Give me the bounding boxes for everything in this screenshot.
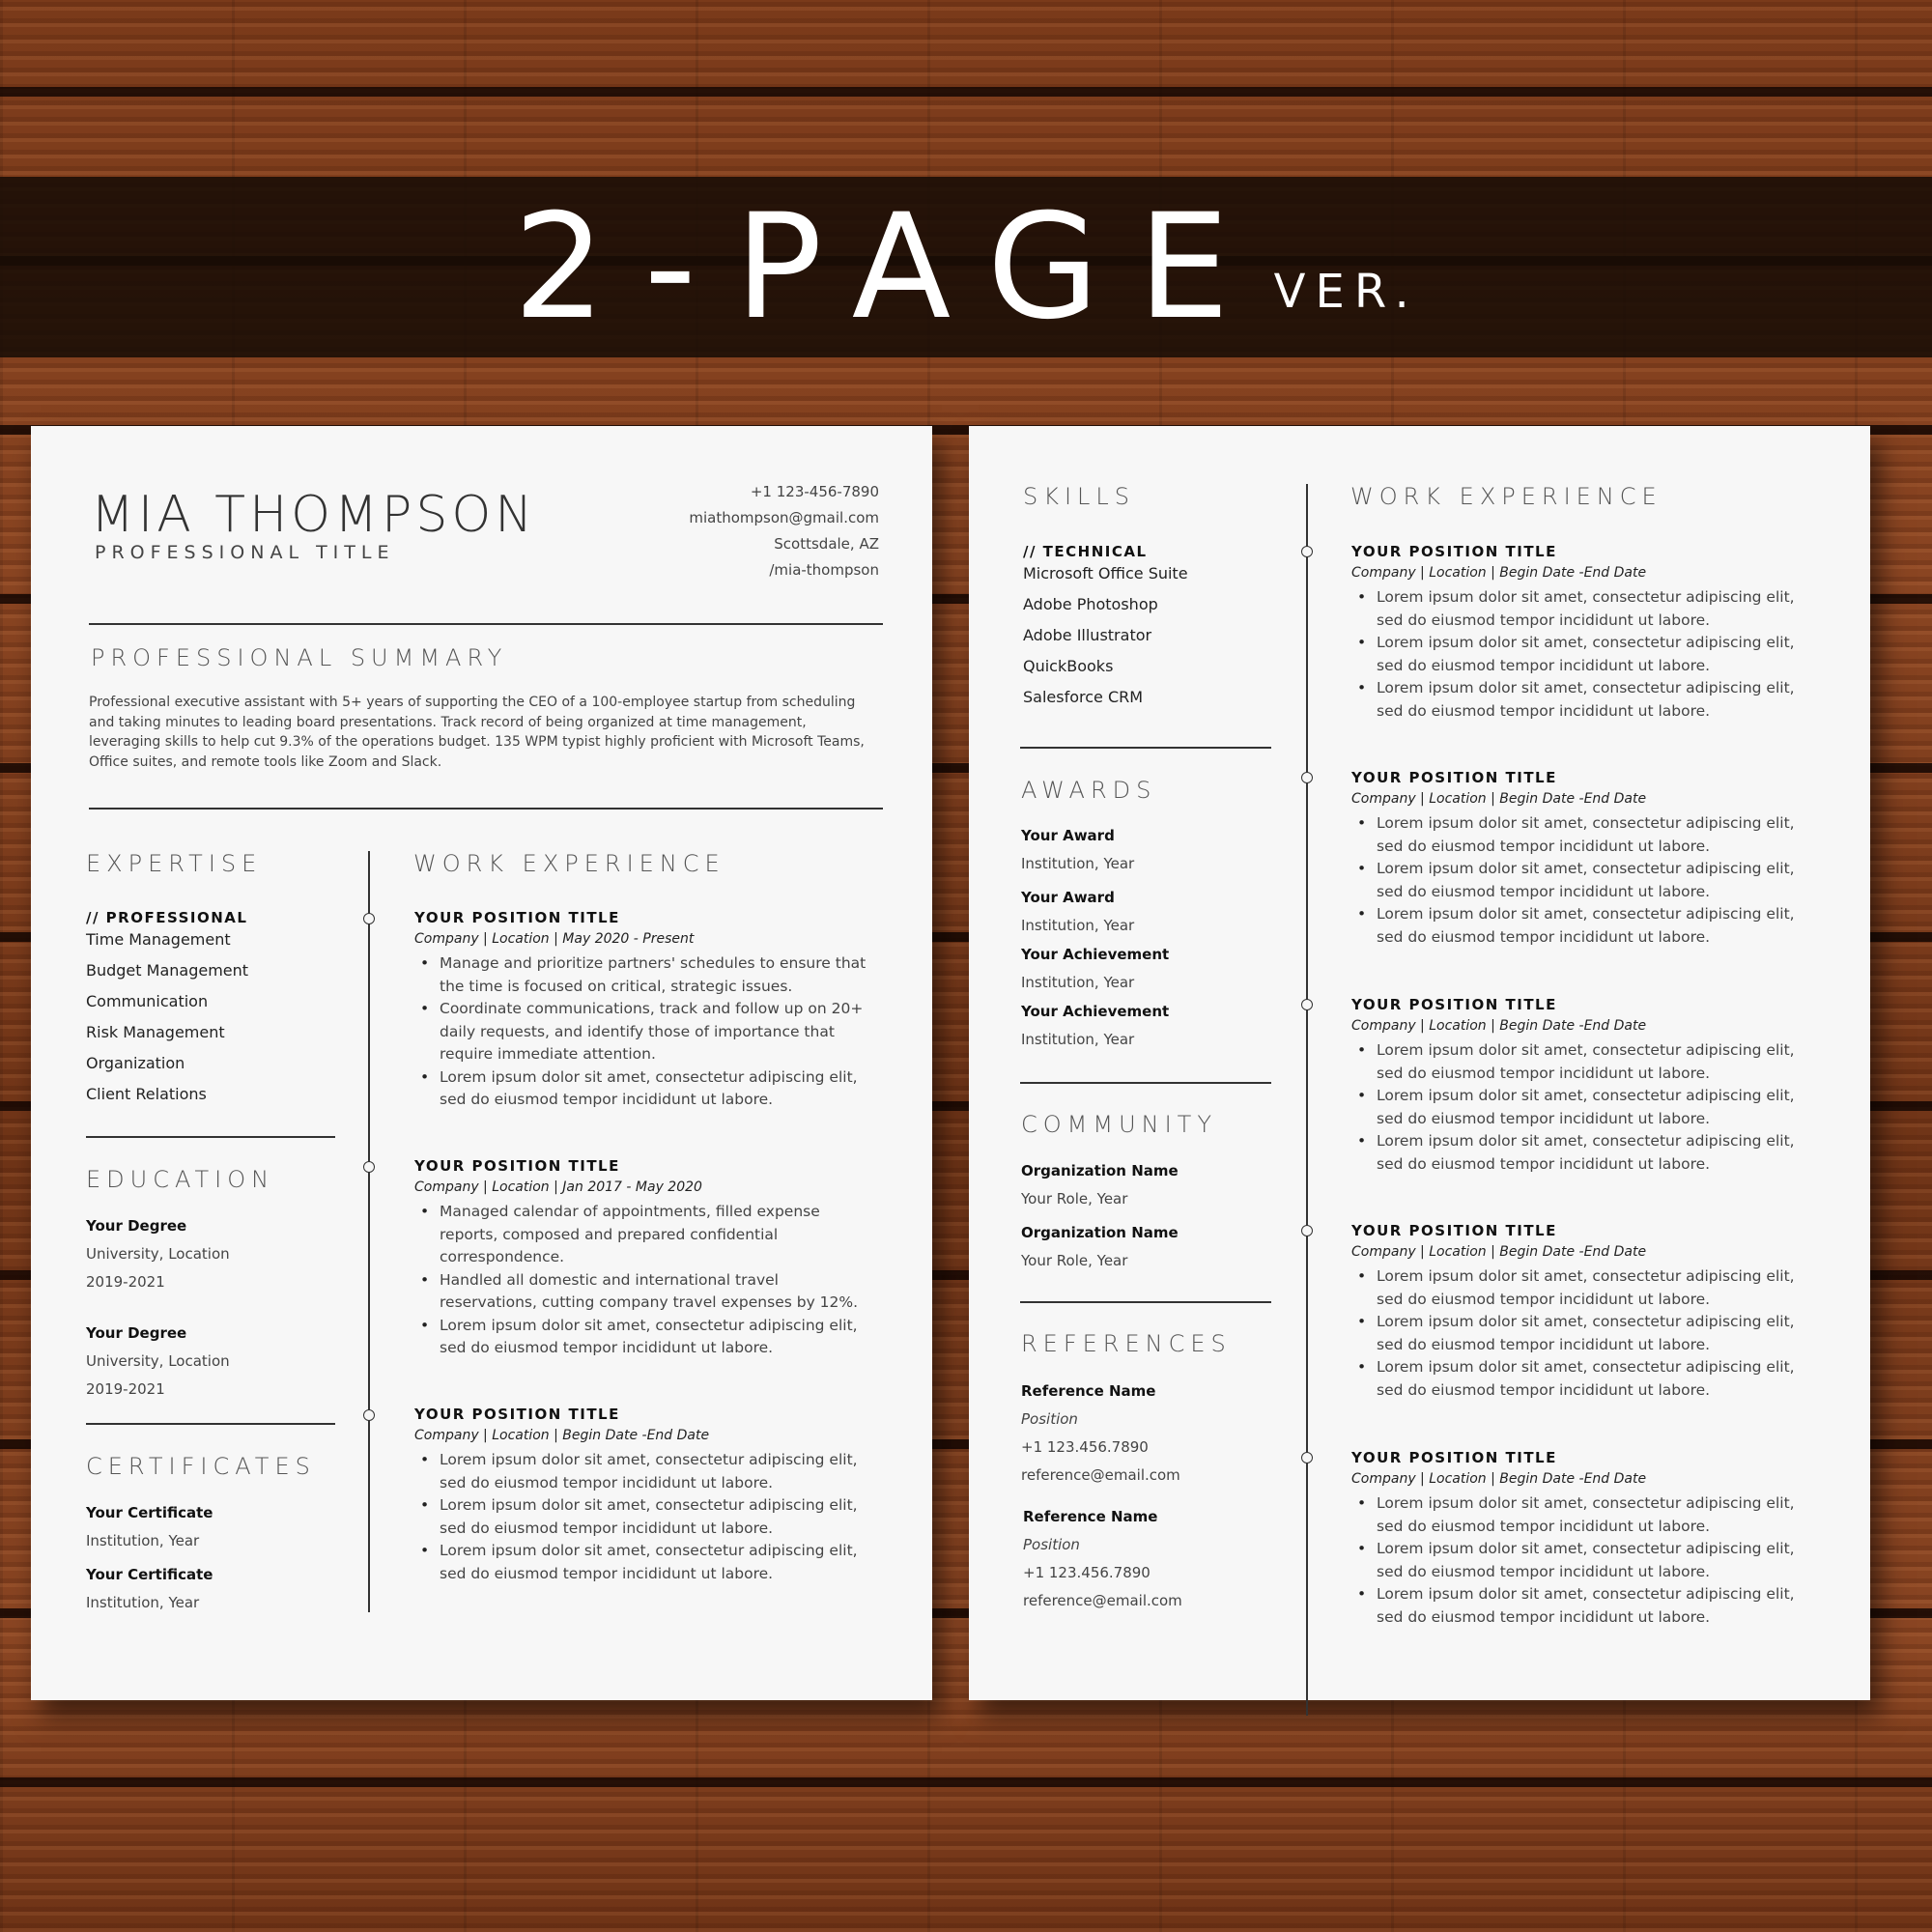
organization-name: Organization Name [1021, 1224, 1179, 1241]
bullet-line: Lorem ipsum dolor sit amet, consectetur adipiscing elit, [1377, 1041, 1795, 1059]
bullet-line: Lorem ipsum dolor sit amet, consectetur adipiscing elit, [440, 1316, 858, 1334]
contact-email: miathompson@gmail.com [689, 509, 879, 526]
timeline-dot [1301, 1225, 1313, 1236]
list-item: Microsoft Office Suite [1023, 564, 1188, 582]
bullet-line: Lorem ipsum dolor sit amet, consectetur adipiscing elit, [1377, 679, 1795, 696]
job-meta: Company | Location | May 2020 - Present [414, 931, 695, 947]
summary-line: and taking minutes to leading board presentations. Track record of being organized at time management, [89, 714, 807, 730]
title-banner [0, 177, 1932, 357]
job-bullets [1351, 812, 1854, 949]
divider [89, 808, 883, 810]
job-entry [1351, 996, 1854, 1176]
job-title: YOUR POSITION TITLE [1351, 996, 1557, 1013]
bullet [1351, 858, 1854, 903]
reference-name: Reference Name [1021, 1382, 1156, 1400]
bullet-line: sed do eiusmod tempor incididunt ut labore. [440, 1564, 774, 1582]
bullet-line: sed do eiusmod tempor incididunt ut labore. [1377, 1109, 1711, 1127]
list-item: Time Management [86, 930, 231, 949]
reference-position: Position [1023, 1536, 1080, 1553]
job-title: YOUR POSITION TITLE [414, 1406, 620, 1423]
bullet [414, 1449, 917, 1494]
bullet-line: sed do eiusmod tempor incididunt ut labore. [1377, 1064, 1711, 1082]
job-entry [1351, 769, 1854, 949]
timeline-dot [363, 1409, 375, 1421]
bullet [414, 1540, 917, 1585]
bullet-line: Lorem ipsum dolor sit amet, consectetur adipiscing elit, [1377, 1358, 1795, 1376]
bullet-line: sed do eiusmod tempor incididunt ut labore. [440, 1519, 774, 1537]
bullet-line: Lorem ipsum dolor sit amet, consectetur adipiscing elit, [1377, 634, 1795, 651]
reference-email: reference@email.com [1023, 1592, 1182, 1609]
bullet-line: sed do eiusmod tempor incididunt ut labore. [1377, 837, 1711, 855]
divider [86, 1423, 335, 1425]
summary-line: Office suites, and remote tools like Zoom and Slack. [89, 753, 442, 770]
bullet-line: Lorem ipsum dolor sit amet, consectetur adipiscing elit, [440, 1496, 858, 1514]
summary-text [89, 693, 891, 772]
job-meta: Company | Location | Begin Date -End Date [1351, 791, 1647, 807]
bullet-line: sed do eiusmod tempor incididunt ut labore. [1377, 611, 1711, 629]
skills-list [1023, 558, 1188, 713]
organization-role: Your Role, Year [1021, 1252, 1128, 1269]
bullet-line: sed do eiusmod tempor incididunt ut labore. [1377, 1290, 1711, 1308]
school: University, Location [86, 1352, 230, 1370]
bullet-line: sed do eiusmod tempor incididunt ut labore. [440, 1473, 774, 1492]
bullet [1351, 812, 1854, 858]
bullet [1351, 677, 1854, 723]
contact-linkedin: /mia-thompson [769, 561, 879, 579]
years: 2019-2021 [86, 1273, 165, 1291]
bullet-line: Lorem ipsum dolor sit amet, consectetur adipiscing elit, [440, 1542, 858, 1559]
bullet-line: sed do eiusmod tempor incididunt ut labore. [1377, 927, 1711, 946]
contact-info [689, 479, 879, 583]
job-meta: Company | Location | Begin Date -End Date [1351, 565, 1647, 581]
skills-heading: SKILLS [1023, 483, 1136, 510]
bullet [1351, 1085, 1854, 1130]
divider [1020, 1082, 1271, 1084]
education-heading: EDUCATION [86, 1166, 275, 1193]
summary-heading: PROFESSIONAL SUMMARY [91, 644, 508, 671]
bullet-line: correspondence. [440, 1248, 565, 1265]
reference-phone: +1 123.456.7890 [1021, 1438, 1149, 1456]
bullet-line: Lorem ipsum dolor sit amet, consectetur adipiscing elit, [1377, 1585, 1795, 1603]
divider [1020, 747, 1271, 749]
bullet-line: sed do eiusmod tempor incididunt ut labore. [1377, 1154, 1711, 1173]
school: University, Location [86, 1245, 230, 1263]
bullet-line: Lorem ipsum dolor sit amet, consectetur adipiscing elit, [1377, 588, 1795, 606]
bullet-line: sed do eiusmod tempor incididunt ut labore. [1377, 882, 1711, 900]
bullet-line: Lorem ipsum dolor sit amet, consectetur adipiscing elit, [440, 1067, 858, 1086]
bullet [1351, 1311, 1854, 1356]
list-item: Budget Management [86, 961, 249, 980]
job-entry [414, 909, 917, 1112]
banner-title: 2-PAGE [513, 183, 1268, 352]
bullet-line: Lorem ipsum dolor sit amet, consectetur adipiscing elit, [1377, 860, 1795, 877]
award-detail: Institution, Year [1021, 974, 1135, 991]
reference-email: reference@email.com [1021, 1466, 1180, 1484]
award-name: Your Award [1021, 889, 1115, 906]
job-title: YOUR POSITION TITLE [1351, 1449, 1557, 1466]
expertise-heading: EXPERTISE [86, 850, 263, 877]
expertise-list [86, 924, 248, 1110]
awards-heading: AWARDS [1021, 777, 1157, 804]
bullet-line: Lorem ipsum dolor sit amet, consectetur adipiscing elit, [1377, 1494, 1795, 1512]
bullet [414, 1201, 917, 1269]
candidate-name: MIA THOMPSON [91, 486, 537, 544]
reference-position: Position [1021, 1410, 1078, 1428]
timeline-dot [1301, 546, 1313, 557]
bullet-line: sed do eiusmod tempor incididunt ut labore. [1377, 656, 1711, 674]
bullet [414, 1494, 917, 1540]
professional-title: PROFESSIONAL TITLE [95, 542, 395, 563]
divider [89, 623, 883, 625]
list-item: Adobe Photoshop [1023, 595, 1158, 613]
degree: Your Degree [86, 1324, 187, 1342]
job-title: YOUR POSITION TITLE [1351, 1222, 1557, 1239]
job-meta: Company | Location | Begin Date -End Date [1351, 1244, 1647, 1260]
bullet-line: sed do eiusmod tempor incididunt ut labore. [1377, 1335, 1711, 1353]
bullet [1351, 1583, 1854, 1629]
job-title: YOUR POSITION TITLE [414, 909, 620, 926]
job-bullets [414, 952, 917, 1112]
bullet-line: daily requests, and identify those of importance that [440, 1022, 835, 1040]
job-meta: Company | Location | Begin Date -End Date [1351, 1471, 1647, 1487]
bullet-line: Lorem ipsum dolor sit amet, consectetur adipiscing elit, [1377, 905, 1795, 923]
bullet [1351, 1538, 1854, 1583]
organization-name: Organization Name [1021, 1162, 1179, 1179]
list-item: Risk Management [86, 1023, 225, 1041]
certificate-detail: Institution, Year [86, 1594, 200, 1611]
bullet [1351, 1492, 1854, 1538]
award-name: Your Award [1021, 827, 1115, 844]
work-heading: WORK EXPERIENCE [413, 850, 725, 877]
timeline-dot [1301, 1452, 1313, 1463]
bullet-line: sed do eiusmod tempor incididunt ut labore. [1377, 1380, 1711, 1399]
expertise-subheading: // PROFESSIONAL [86, 909, 248, 926]
certificate-name: Your Certificate [86, 1504, 213, 1521]
bullet [1351, 903, 1854, 949]
job-bullets [414, 1201, 917, 1360]
bullet-line: Lorem ipsum dolor sit amet, consectetur adipiscing elit, [1377, 814, 1795, 832]
bullet [414, 1315, 917, 1360]
job-entry [414, 1406, 917, 1585]
job-entry [1351, 1449, 1854, 1629]
contact-phone: +1 123-456-7890 [750, 483, 879, 500]
timeline-line [1306, 484, 1308, 1716]
certificate-detail: Institution, Year [86, 1532, 200, 1549]
bullet-line: Lorem ipsum dolor sit amet, consectetur adipiscing elit, [1377, 1267, 1795, 1285]
job-title: YOUR POSITION TITLE [1351, 769, 1557, 786]
job-entry [1351, 543, 1854, 723]
award-detail: Institution, Year [1021, 1031, 1135, 1048]
bullet [1351, 632, 1854, 677]
job-bullets [1351, 1492, 1854, 1629]
bullet-line: sed do eiusmod tempor incididunt ut labore. [1377, 1562, 1711, 1580]
award-name: Your Achievement [1021, 946, 1170, 963]
job-bullets [1351, 1265, 1854, 1402]
job-bullets [414, 1449, 917, 1585]
bullet-line: Lorem ipsum dolor sit amet, consectetur adipiscing elit, [1377, 1540, 1795, 1557]
bullet-line: sed do eiusmod tempor incididunt ut labore. [1377, 1607, 1711, 1626]
bullet [414, 952, 917, 998]
bullet-line: Lorem ipsum dolor sit amet, consectetur adipiscing elit, [1377, 1313, 1795, 1330]
bullet-line: reports, composed and prepared confidential [440, 1225, 779, 1243]
job-meta: Company | Location | Jan 2017 - May 2020 [414, 1179, 702, 1195]
job-title: YOUR POSITION TITLE [414, 1157, 620, 1175]
bullet-line: sed do eiusmod tempor incididunt ut labore. [440, 1091, 774, 1108]
award-detail: Institution, Year [1021, 917, 1135, 934]
bullet [414, 1269, 917, 1315]
bullet-line: sed do eiusmod tempor incididunt ut labore. [440, 1339, 774, 1356]
resume-page-2 [969, 426, 1870, 1700]
references-heading: REFERENCES [1021, 1330, 1232, 1357]
list-item: Client Relations [86, 1085, 207, 1103]
bullet-line: sed do eiusmod tempor incididunt ut labore. [1377, 701, 1711, 720]
job-entry [414, 1157, 917, 1360]
timeline-dot [1301, 999, 1313, 1010]
certificates-heading: CERTIFICATES [86, 1453, 316, 1480]
community-heading: COMMUNITY [1021, 1111, 1217, 1138]
timeline-dot [363, 1161, 375, 1173]
bullet [1351, 1039, 1854, 1085]
organization-role: Your Role, Year [1021, 1190, 1128, 1208]
timeline-line [368, 851, 370, 1612]
bullet-line: Lorem ipsum dolor sit amet, consectetur adipiscing elit, [1377, 1087, 1795, 1104]
job-bullets [1351, 586, 1854, 723]
bullet-line: sed do eiusmod tempor incididunt ut labore. [1377, 1517, 1711, 1535]
bullet [414, 1066, 917, 1112]
banner-suffix: VER. [1273, 265, 1419, 319]
bullet [414, 998, 917, 1066]
bullet-line: Lorem ipsum dolor sit amet, consectetur adipiscing elit, [1377, 1132, 1795, 1150]
bullet-line: the time is focused on critical, strategic issues. [440, 977, 793, 995]
divider [86, 1136, 335, 1138]
award-detail: Institution, Year [1021, 855, 1135, 872]
reference-phone: +1 123.456.7890 [1023, 1564, 1151, 1581]
job-title: YOUR POSITION TITLE [1351, 543, 1557, 560]
bullet-line: Lorem ipsum dolor sit amet, consectetur adipiscing elit, [440, 1451, 858, 1468]
list-item: Communication [86, 992, 209, 1010]
skills-subheading: // TECHNICAL [1023, 543, 1148, 560]
degree: Your Degree [86, 1217, 187, 1235]
job-entry [1351, 1222, 1854, 1402]
list-item: Adobe Illustrator [1023, 626, 1152, 644]
resume-page-1 [31, 426, 932, 1700]
bullet-line: reservations, cutting company travel expenses by 12%. [440, 1293, 859, 1311]
work-heading: WORK EXPERIENCE [1350, 483, 1662, 510]
list-item: QuickBooks [1023, 657, 1114, 675]
bullet-line: Handled all domestic and international travel [440, 1270, 779, 1289]
summary-line: Professional executive assistant with 5+ years of supporting the CEO of a 100-employee startup from scheduling [89, 695, 856, 710]
bullet-line: Coordinate communications, track and follow up on 20+ [440, 1000, 864, 1017]
bullet [1351, 1356, 1854, 1402]
bullet-line: Managed calendar of appointments, filled expense [440, 1203, 820, 1220]
job-meta: Company | Location | Begin Date -End Date [414, 1428, 710, 1443]
certificate-name: Your Certificate [86, 1566, 213, 1583]
list-item: Organization [86, 1054, 185, 1072]
job-meta: Company | Location | Begin Date -End Date [1351, 1018, 1647, 1034]
divider [1020, 1301, 1271, 1303]
years: 2019-2021 [86, 1380, 165, 1398]
award-name: Your Achievement [1021, 1003, 1170, 1020]
summary-line: leveraging skills to help cut 9.3% of the operations budget. 135 WPM typist highly proficient with Microsoft Teams, [89, 734, 865, 750]
list-item: Salesforce CRM [1023, 688, 1144, 706]
timeline-dot [363, 913, 375, 924]
contact-location: Scottsdale, AZ [774, 535, 879, 553]
bullet-line: Manage and prioritize partners' schedules to ensure that [440, 954, 867, 972]
timeline-dot [1301, 772, 1313, 783]
bullet [1351, 586, 1854, 632]
bullet [1351, 1265, 1854, 1311]
job-bullets [1351, 1039, 1854, 1176]
bullet-line: require immediate attention. [440, 1045, 656, 1063]
bullet [1351, 1130, 1854, 1176]
reference-name: Reference Name [1023, 1508, 1158, 1525]
